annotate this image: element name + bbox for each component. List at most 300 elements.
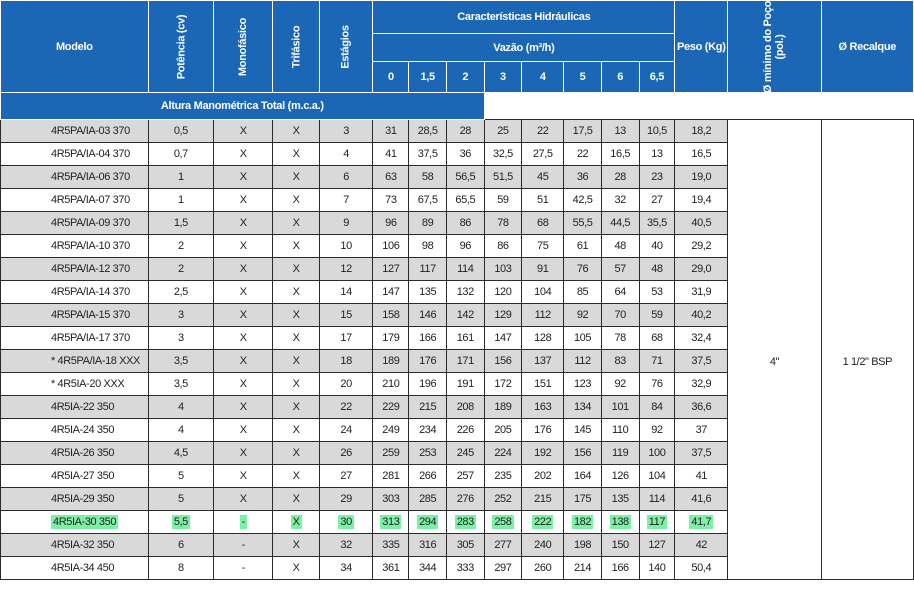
cell-modelo (1, 120, 149, 143)
cell-peso-value: 29,2 (691, 240, 712, 252)
cell-altura-value: 163 (534, 401, 552, 413)
cell-altura-value: 145 (573, 424, 592, 436)
cell-altura-value: 245 (456, 447, 474, 459)
cell-altura-value: 13 (651, 148, 663, 160)
cell-altura (601, 419, 639, 442)
header-flow: 5 (564, 62, 602, 93)
cell-potencia-value: 3,5 (173, 378, 188, 390)
cell-altura (373, 511, 409, 534)
cell-monofasico (214, 143, 273, 166)
cell-altura-value: 224 (494, 447, 512, 459)
cell-modelo-value: 4R5PA/IA-09 370 (51, 217, 130, 229)
cell-trifasico (273, 557, 320, 580)
cell-altura (639, 350, 675, 373)
cell-altura-value: 28 (614, 171, 626, 183)
cell-estagios-value: 20 (340, 378, 352, 390)
cell-altura-value: 132 (456, 286, 474, 298)
cell-altura-value: 104 (648, 470, 666, 482)
cell-altura (409, 442, 447, 465)
cell-altura (522, 419, 564, 442)
cell-estagios-value: 30 (340, 516, 352, 528)
cell-peso (675, 212, 728, 235)
cell-altura-value: 196 (419, 378, 437, 390)
cell-monofasico-value: - (241, 539, 245, 551)
cell-altura-value: 117 (419, 263, 436, 275)
cell-altura-value: 147 (382, 286, 400, 298)
cell-altura-value: 258 (494, 516, 512, 528)
cell-monofasico-value: X (239, 424, 247, 436)
cell-peso (675, 120, 728, 143)
cell-altura (522, 281, 564, 304)
cell-altura-value: 78 (497, 217, 509, 229)
cell-modelo (1, 189, 149, 212)
cell-potencia-value: 4 (178, 424, 184, 436)
cell-altura (373, 488, 409, 511)
cell-altura-value: 252 (494, 493, 512, 505)
cell-altura (409, 166, 447, 189)
cell-altura-value: 156 (573, 447, 592, 459)
cell-altura-value: 64 (614, 286, 626, 298)
cell-trifasico-value: X (292, 470, 300, 482)
cell-altura (409, 534, 447, 557)
cell-modelo (1, 166, 149, 189)
cell-peso-value: 37,5 (691, 355, 712, 367)
cell-altura-value: 198 (573, 539, 592, 551)
cell-modelo-value: * 4R5PA/IA-18 XXX (51, 355, 140, 367)
cell-altura-value: 101 (611, 401, 629, 413)
cell-modelo (1, 304, 149, 327)
cell-potencia-value: 4 (178, 401, 184, 413)
cell-altura (601, 304, 639, 327)
cell-peso (675, 396, 728, 419)
cell-altura-value: 86 (459, 217, 471, 229)
cell-monofasico-value: X (239, 286, 247, 298)
cell-altura (564, 143, 602, 166)
cell-altura-value: 281 (382, 470, 400, 482)
cell-peso (675, 166, 728, 189)
cell-estagios-value: 26 (340, 447, 352, 459)
cell-peso-value: 16,5 (691, 148, 712, 160)
cell-altura (484, 120, 522, 143)
cell-altura (601, 281, 639, 304)
cell-altura-value: 202 (534, 470, 552, 482)
cell-altura (484, 442, 522, 465)
cell-estagios (319, 419, 373, 442)
cell-monofasico-value: X (239, 470, 247, 482)
header-diametro-label: Ø mínimo do Poço (pol.) (762, 0, 787, 93)
cell-altura-value: 257 (456, 470, 474, 482)
cell-potencia (148, 419, 214, 442)
cell-trifasico (273, 534, 320, 557)
cell-altura (601, 442, 639, 465)
cell-altura (484, 304, 522, 327)
header-flow: 0 (373, 62, 409, 93)
cell-estagios-value: 24 (340, 424, 352, 436)
cell-modelo (1, 419, 149, 442)
cell-potencia (148, 166, 214, 189)
cell-potencia-value: 3 (178, 309, 184, 321)
cell-altura (446, 511, 484, 534)
cell-modelo (1, 396, 149, 419)
cell-altura-value: 78 (614, 332, 626, 344)
cell-altura-value: 189 (494, 401, 512, 413)
cell-monofasico-value: X (239, 125, 247, 137)
cell-altura (446, 419, 484, 442)
cell-altura (639, 143, 675, 166)
cell-altura (484, 189, 522, 212)
cell-potencia-value: 1,5 (173, 217, 188, 229)
cell-altura (409, 120, 447, 143)
cell-modelo-value: 4R5PA/IA-04 370 (51, 148, 130, 160)
cell-altura (639, 465, 675, 488)
header-flow: 2 (446, 62, 484, 93)
cell-altura-value: 98 (421, 240, 434, 252)
cell-altura (484, 350, 522, 373)
cell-peso (675, 373, 728, 396)
cell-altura-value: 226 (456, 424, 474, 436)
cell-altura-value: 73 (385, 194, 397, 206)
cell-trifasico (273, 465, 320, 488)
cell-monofasico (214, 281, 273, 304)
cell-estagios (319, 281, 373, 304)
cell-altura (564, 442, 602, 465)
cell-modelo (1, 534, 149, 557)
cell-trifasico-value: X (292, 148, 300, 160)
header-flow: 3 (484, 62, 522, 93)
cell-potencia (148, 534, 214, 557)
cell-modelo (1, 557, 149, 580)
cell-altura (522, 327, 564, 350)
cell-altura (373, 373, 409, 396)
cell-altura-value: 142 (456, 309, 474, 321)
cell-altura-value: 68 (651, 332, 663, 344)
cell-modelo (1, 465, 149, 488)
cell-altura (522, 235, 564, 258)
cell-altura (639, 120, 675, 143)
cell-altura-value: 182 (573, 516, 592, 528)
cell-altura-value: 51,5 (493, 171, 513, 183)
cell-altura-value: 41 (385, 148, 397, 160)
cell-altura (639, 235, 675, 258)
cell-altura (409, 396, 447, 419)
cell-altura (639, 166, 675, 189)
cell-potencia-value: 3 (178, 332, 184, 344)
cell-altura (373, 465, 409, 488)
cell-altura (409, 557, 447, 580)
cell-altura-value: 156 (494, 355, 512, 367)
cell-trifasico (273, 258, 320, 281)
cell-modelo-value: * 4R5IA-20 XXX (51, 378, 125, 390)
cell-potencia-value: 2,5 (173, 286, 188, 298)
cell-peso (675, 442, 728, 465)
header-recalque: Ø Recalque (821, 1, 913, 93)
cell-altura-value: 135 (611, 493, 629, 505)
cell-modelo-value: 4R5PA/IA-17 370 (51, 332, 130, 344)
cell-altura-value: 56,5 (455, 171, 476, 183)
cell-altura (522, 304, 564, 327)
cell-altura-value: 92 (614, 378, 626, 390)
cell-altura (564, 465, 602, 488)
cell-peso-value: 18,2 (691, 125, 712, 137)
cell-altura (409, 327, 447, 350)
cell-altura-value: 45 (537, 171, 549, 183)
cell-altura-value: 135 (419, 286, 437, 298)
cell-altura (639, 281, 675, 304)
cell-peso-value: 32,4 (691, 332, 712, 344)
cell-peso-value: 32,9 (691, 378, 712, 390)
cell-modelo-value: 4R5IA-26 350 (51, 447, 115, 459)
cell-altura (409, 488, 447, 511)
cell-trifasico-value: X (292, 125, 300, 137)
cell-monofasico-value: X (239, 355, 247, 367)
cell-altura-value: 166 (611, 562, 629, 574)
cell-modelo (1, 511, 149, 534)
cell-altura (601, 373, 639, 396)
cell-altura (522, 143, 564, 166)
cell-altura (373, 258, 409, 281)
cell-altura (484, 212, 522, 235)
cell-altura-value: 55,5 (572, 217, 593, 229)
cell-monofasico (214, 304, 273, 327)
cell-altura-value: 17,5 (572, 125, 593, 137)
cell-altura (446, 488, 484, 511)
cell-altura-value: 31 (385, 125, 397, 137)
cell-altura-value: 32 (614, 194, 626, 206)
cell-altura-value: 240 (534, 539, 552, 551)
cell-estagios (319, 442, 373, 465)
cell-altura-value: 92 (651, 424, 663, 436)
cell-estagios (319, 304, 373, 327)
cell-altura (484, 143, 522, 166)
cell-peso (675, 465, 728, 488)
cell-altura (484, 166, 522, 189)
cell-altura (409, 511, 447, 534)
cell-estagios-value: 7 (343, 194, 349, 206)
cell-altura (564, 373, 602, 396)
cell-altura-value: 172 (494, 378, 512, 390)
cell-modelo (1, 212, 149, 235)
cell-altura-value: 335 (382, 539, 400, 551)
cell-peso (675, 350, 728, 373)
cell-altura (409, 373, 447, 396)
cell-trifasico-value: X (292, 424, 300, 436)
cell-potencia-value: 0,5 (173, 125, 188, 137)
cell-altura (639, 488, 675, 511)
cell-peso (675, 143, 728, 166)
cell-altura-value: 89 (421, 217, 434, 229)
cell-peso-value: 19,0 (691, 171, 712, 183)
cell-monofasico (214, 534, 273, 557)
cell-altura-value: 344 (419, 562, 437, 574)
cell-modelo-value: 4R5PA/IA-10 370 (51, 240, 130, 252)
cell-altura (564, 304, 602, 327)
cell-trifasico (273, 143, 320, 166)
cell-altura-value: 22 (576, 148, 589, 160)
cell-altura-value: 127 (648, 539, 666, 551)
cell-peso-value: 41,7 (691, 516, 712, 528)
cell-altura-value: 210 (382, 378, 400, 390)
cell-altura (601, 235, 639, 258)
cell-potencia-value: 6 (178, 539, 184, 551)
cell-altura-value: 249 (382, 424, 400, 436)
cell-potencia (148, 327, 214, 350)
cell-altura (522, 258, 564, 281)
cell-altura (564, 281, 602, 304)
cell-altura (601, 488, 639, 511)
cell-peso-value: 31,9 (691, 286, 712, 298)
cell-altura (446, 350, 484, 373)
cell-altura (639, 327, 675, 350)
cell-modelo-value: 4R5IA-29 350 (51, 493, 115, 505)
cell-altura-value: 179 (382, 332, 400, 344)
cell-estagios (319, 488, 373, 511)
cell-altura (446, 120, 484, 143)
cell-altura-value: 176 (419, 355, 437, 367)
cell-altura (564, 258, 602, 281)
cell-estagios (319, 557, 373, 580)
cell-altura-value: 58 (421, 171, 434, 183)
cell-altura (639, 212, 675, 235)
cell-trifasico (273, 166, 320, 189)
cell-altura-value: 105 (573, 332, 592, 344)
cell-altura-value: 32,5 (493, 148, 513, 160)
cell-peso-value: 29,0 (691, 263, 712, 275)
cell-trifasico-value: X (292, 378, 300, 390)
cell-altura (484, 511, 522, 534)
cell-altura-value: 68 (537, 217, 549, 229)
cell-trifasico (273, 189, 320, 212)
cell-altura (522, 442, 564, 465)
cell-altura (522, 557, 564, 580)
cell-altura (564, 488, 602, 511)
cell-potencia (148, 258, 214, 281)
cell-potencia (148, 120, 214, 143)
cell-altura-value: 13 (614, 125, 626, 137)
cell-potencia-value: 8 (178, 562, 184, 574)
cell-monofasico (214, 465, 273, 488)
cell-peso-value: 42 (695, 539, 707, 551)
cell-altura-value: 176 (534, 424, 552, 436)
cell-modelo-value: 4R5IA-32 350 (51, 539, 115, 551)
cell-modelo (1, 350, 149, 373)
cell-altura (601, 511, 639, 534)
cell-altura (409, 281, 447, 304)
cell-monofasico-value: X (239, 332, 247, 344)
cell-peso (675, 189, 728, 212)
cell-potencia (148, 511, 214, 534)
cell-trifasico-value: X (292, 286, 300, 298)
cell-altura-value: 83 (614, 355, 626, 367)
cell-altura-value: 67,5 (417, 194, 438, 206)
cell-modelo (1, 258, 149, 281)
cell-trifasico (273, 511, 320, 534)
cell-altura-value: 235 (494, 470, 512, 482)
cell-altura-value: 127 (382, 263, 400, 275)
cell-estagios (319, 120, 373, 143)
cell-altura-value: 316 (419, 539, 437, 551)
cell-potencia-value: 1 (178, 194, 184, 206)
cell-altura (522, 396, 564, 419)
cell-monofasico-value: - (241, 562, 245, 574)
cell-altura-value: 205 (494, 424, 512, 436)
cell-altura-value: 215 (419, 401, 437, 413)
header-potencia: Potência (cv) (148, 1, 214, 93)
cell-modelo-value: 4R5PA/IA-07 370 (51, 194, 130, 206)
cell-estagios-value: 32 (340, 539, 352, 551)
cell-modelo (1, 235, 149, 258)
cell-altura-value: 297 (494, 562, 512, 574)
cell-altura (564, 396, 602, 419)
cell-trifasico (273, 304, 320, 327)
cell-altura (601, 120, 639, 143)
cell-altura-value: 112 (534, 309, 551, 321)
cell-monofasico (214, 557, 273, 580)
cell-modelo (1, 143, 149, 166)
cell-altura (601, 258, 639, 281)
cell-potencia-value: 5,5 (173, 516, 188, 528)
cell-altura-value: 76 (651, 378, 663, 390)
cell-altura (601, 212, 639, 235)
cell-altura (639, 419, 675, 442)
cell-altura (564, 120, 602, 143)
cell-altura (564, 189, 602, 212)
cell-altura (639, 396, 675, 419)
cell-altura-value: 119 (612, 447, 629, 459)
cell-altura-value: 166 (419, 332, 437, 344)
cell-altura (446, 534, 484, 557)
cell-estagios-value: 29 (340, 493, 352, 505)
cell-altura (601, 166, 639, 189)
cell-altura-value: 42,5 (572, 194, 593, 206)
cell-altura-value: 48 (651, 263, 663, 275)
cell-estagios-value: 6 (343, 171, 349, 183)
cell-altura (373, 396, 409, 419)
cell-peso-value: 37 (695, 424, 707, 436)
cell-altura (446, 258, 484, 281)
cell-peso-value: 36,6 (691, 401, 712, 413)
cell-modelo-value: 4R5IA-24 350 (51, 424, 115, 436)
cell-altura (446, 235, 484, 258)
cell-peso-value: 50,4 (691, 562, 712, 574)
cell-altura-value: 222 (534, 516, 552, 528)
cell-estagios-value: 10 (340, 240, 352, 252)
cell-trifasico (273, 419, 320, 442)
cell-monofasico (214, 350, 273, 373)
cell-altura-value: 44,5 (610, 217, 631, 229)
cell-altura (409, 258, 447, 281)
cell-altura-value: 10,5 (647, 125, 667, 137)
cell-potencia-value: 1 (178, 171, 184, 183)
cell-trifasico-value: X (292, 401, 300, 413)
cell-monofasico (214, 327, 273, 350)
cell-altura (446, 396, 484, 419)
cell-peso-value: 41 (695, 470, 707, 482)
cell-altura-value: 294 (419, 516, 437, 528)
cell-altura-value: 40 (651, 240, 663, 252)
cell-modelo-value: 4R5IA-27 350 (51, 470, 115, 482)
header-monofasico: Monofásico (214, 1, 273, 93)
cell-monofasico-value: - (241, 516, 245, 528)
cell-modelo-value: 4R5PA/IA-12 370 (51, 263, 130, 275)
cell-altura (522, 511, 564, 534)
cell-estagios (319, 534, 373, 557)
cell-altura (446, 189, 484, 212)
cell-altura (601, 534, 639, 557)
cell-peso (675, 534, 728, 557)
cell-altura (564, 419, 602, 442)
cell-monofasico (214, 396, 273, 419)
cell-monofasico-value: X (239, 194, 247, 206)
